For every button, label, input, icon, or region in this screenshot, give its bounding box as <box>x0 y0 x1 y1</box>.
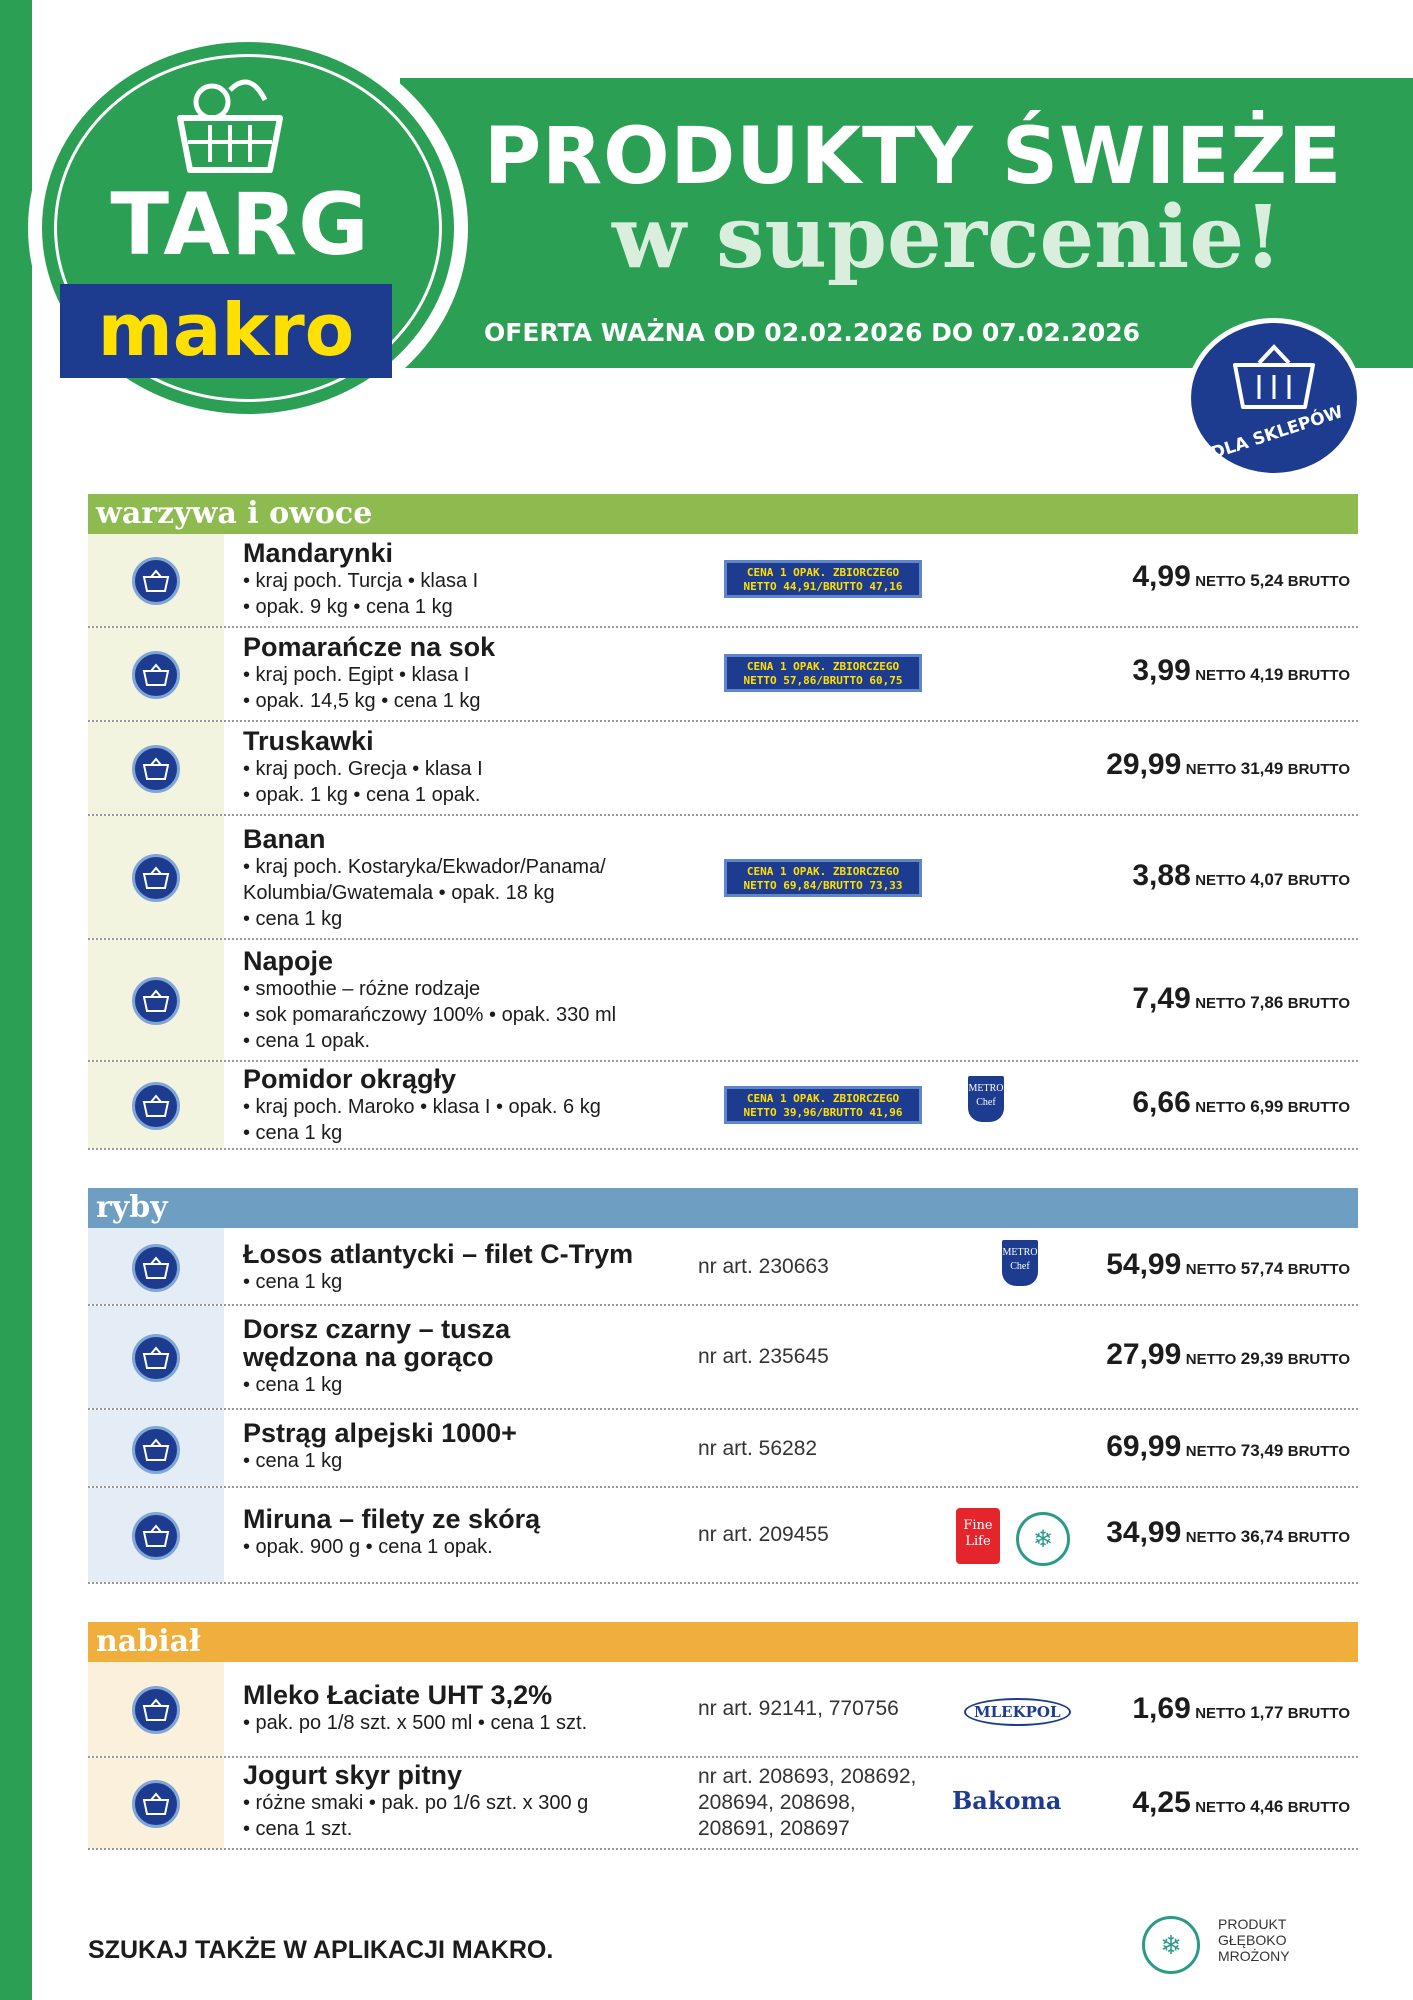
product-row[interactable] <box>88 722 1358 816</box>
price <box>1106 1430 1350 1464</box>
price <box>1106 1338 1350 1372</box>
product-detail: • cena 1 szt. <box>243 1818 353 1840</box>
net-label: NETTO <box>1185 761 1237 778</box>
bulk-price-line: CENA 1 OPAK. ZBIORCZEGO <box>746 660 900 673</box>
product-detail: • cena 1 kg <box>243 1271 343 1293</box>
product-row[interactable] <box>88 628 1358 722</box>
bulk-price-badge <box>724 859 922 897</box>
frozen-label-line: GŁĘBOKO <box>1218 1932 1287 1948</box>
price <box>1132 982 1350 1016</box>
snowflake-icon: ❄ <box>1142 1916 1200 1974</box>
product-row[interactable] <box>88 940 1358 1062</box>
mlekpol-logo: MLEKPOL <box>964 1698 1071 1726</box>
price-gross: 57,74 <box>1240 1259 1284 1278</box>
price <box>1106 748 1350 782</box>
product-name: Pstrąg alpejski 1000+ <box>243 1418 517 1448</box>
product-row[interactable] <box>88 1062 1358 1150</box>
logo-targ-text: TARG <box>110 175 370 275</box>
price <box>1132 1786 1350 1820</box>
app-promo-text: SZUKAJ TAKŻE W APLIKACJI MAKRO. <box>88 1936 554 1964</box>
section-dairy-header <box>88 1622 1358 1662</box>
frozen-label-line: MROŻONY <box>1218 1948 1290 1964</box>
product-detail: • kraj poch. Kostaryka/Ekwador/Panama/ <box>243 856 606 878</box>
product-row[interactable] <box>88 1306 1358 1410</box>
price-net: 54,99 <box>1106 1248 1182 1281</box>
basket-icon <box>132 1426 180 1474</box>
basket-icon <box>132 1512 180 1560</box>
product-detail: • cena 1 kg <box>243 1122 343 1144</box>
product-name: Dorsz czarny – tusza <box>243 1314 511 1344</box>
gross-label: BRUTTO <box>1287 1261 1350 1278</box>
bulk-price-line: NETTO 57,86/BRUTTO 60,75 <box>743 674 903 687</box>
product-detail: • kraj poch. Grecja • klasa I <box>243 758 483 780</box>
shopping-basket-icon <box>1229 343 1319 413</box>
headline-subtitle: w supercenie! <box>612 187 1282 288</box>
offer-validity: OFERTA WAŻNA OD 02.02.2026 DO 07.02.2026 <box>484 318 1141 347</box>
price <box>1106 1248 1350 1282</box>
net-label: NETTO <box>1185 1261 1237 1278</box>
net-label: NETTO <box>1185 1529 1237 1546</box>
price <box>1106 1516 1350 1550</box>
article-number: nr art. 235645 <box>698 1345 829 1368</box>
net-label: NETTO <box>1195 872 1246 889</box>
price <box>1132 654 1350 688</box>
price <box>1132 1692 1350 1726</box>
net-label: NETTO <box>1195 995 1246 1012</box>
net-label: NETTO <box>1185 1351 1237 1368</box>
gross-label: BRUTTO <box>1287 667 1350 684</box>
product-detail: • opak. 900 g • cena 1 opak. <box>243 1536 493 1558</box>
bulk-price-line: NETTO 39,96/BRUTTO 41,96 <box>743 1106 903 1119</box>
left-green-bar <box>0 0 32 2000</box>
product-row[interactable] <box>88 534 1358 628</box>
product-detail: • cena 1 kg <box>243 1374 343 1396</box>
product-row[interactable] <box>88 1488 1358 1584</box>
product-detail: • cena 1 kg <box>243 1450 343 1472</box>
article-number: nr art. 230663 <box>698 1255 829 1278</box>
product-row[interactable] <box>88 1228 1358 1306</box>
gross-label: BRUTTO <box>1287 761 1350 778</box>
price-gross: 4,07 <box>1250 870 1284 889</box>
product-name: Mandarynki <box>243 538 394 568</box>
price-gross: 36,74 <box>1240 1527 1284 1546</box>
gross-label: BRUTTO <box>1287 1705 1350 1722</box>
price <box>1132 859 1350 893</box>
price-gross: 5,24 <box>1250 571 1284 590</box>
gross-label: BRUTTO <box>1287 872 1350 889</box>
fine-life-logo <box>956 1508 1000 1564</box>
section-fish-header <box>88 1188 1358 1228</box>
product-name: Łosos atlantycki – filet C-Trym <box>243 1239 634 1269</box>
frozen-label-line: PRODUKT <box>1218 1916 1287 1932</box>
product-name: Pomidor okrągły <box>243 1064 457 1094</box>
section-dairy-title: nabiał <box>96 1624 201 1659</box>
product-row[interactable] <box>88 1662 1358 1758</box>
bulk-price-line: CENA 1 OPAK. ZBIORCZEGO <box>746 1092 900 1105</box>
net-label: NETTO <box>1195 573 1246 590</box>
article-number: nr art. 209455 <box>698 1523 829 1546</box>
product-name: Napoje <box>243 946 334 976</box>
logo-text: Fine Life <box>963 1518 993 1549</box>
basket-icon <box>132 1334 180 1382</box>
price-net: 1,69 <box>1132 1692 1191 1725</box>
bulk-price-line: CENA 1 OPAK. ZBIORCZEGO <box>746 865 900 878</box>
bulk-price-line: NETTO 44,91/BRUTTO 47,16 <box>743 580 903 593</box>
gross-label: BRUTTO <box>1287 573 1350 590</box>
price-gross: 31,49 <box>1240 759 1284 778</box>
bulk-price-badge <box>724 654 922 692</box>
gross-label: BRUTTO <box>1287 1351 1350 1368</box>
headline-title: PRODUKTY ŚWIEŻE <box>484 112 1343 202</box>
section-fish-title: ryby <box>96 1190 168 1225</box>
price-net: 6,66 <box>1132 1086 1191 1119</box>
product-detail: • sok pomarańczowy 100% • opak. 330 ml <box>243 1004 617 1026</box>
metro-chef-logo <box>968 1076 1004 1122</box>
product-row[interactable] <box>88 1758 1358 1850</box>
price-net: 3,99 <box>1132 654 1191 687</box>
article-number: nr art. 208693, 208692, <box>698 1765 917 1788</box>
net-label: NETTO <box>1185 1443 1237 1460</box>
logo-text: METRO Chef <box>968 1083 1004 1108</box>
logo-makro-text: makro <box>97 288 355 372</box>
gross-label: BRUTTO <box>1287 1529 1350 1546</box>
basket-icon <box>170 70 290 180</box>
basket-icon <box>132 854 180 902</box>
article-number: 208694, 208698, <box>698 1791 856 1814</box>
product-detail: • kraj poch. Turcja • klasa I <box>243 570 479 592</box>
product-detail: • różne smaki • pak. po 1/6 szt. x 300 g <box>243 1792 589 1814</box>
price-gross: 4,19 <box>1250 665 1284 684</box>
shops-badge-label: DLA SKLEPÓW <box>1208 402 1346 464</box>
shops-badge <box>1186 318 1362 478</box>
product-name: Truskawki <box>243 726 374 756</box>
gross-label: BRUTTO <box>1287 995 1350 1012</box>
frozen-product-icon: ❄ <box>1016 1512 1070 1566</box>
price-gross: 29,39 <box>1240 1349 1284 1368</box>
gross-label: BRUTTO <box>1287 1099 1350 1116</box>
price-net: 29,99 <box>1106 748 1182 781</box>
article-number: nr art. 56282 <box>698 1437 818 1460</box>
bulk-price-badge <box>724 1086 922 1124</box>
frozen-label <box>1218 1916 1290 1964</box>
section-veg-title: warzywa i owoce <box>96 496 373 531</box>
price-net: 4,25 <box>1132 1786 1191 1819</box>
basket-icon <box>132 1244 180 1292</box>
basket-icon <box>132 557 180 605</box>
product-name: Jogurt skyr pitny <box>243 1760 463 1790</box>
price-net: 3,88 <box>1132 859 1191 892</box>
net-label: NETTO <box>1195 1799 1246 1816</box>
price-net: 4,99 <box>1132 560 1191 593</box>
net-label: NETTO <box>1195 1099 1246 1116</box>
basket-icon <box>132 1780 180 1828</box>
product-name: Miruna – filety ze skórą <box>243 1504 541 1534</box>
product-detail: • smoothie – różne rodzaje <box>243 978 481 1000</box>
product-detail: • cena 1 kg <box>243 908 343 930</box>
product-name: Banan <box>243 824 326 854</box>
price-gross: 1,77 <box>1250 1703 1284 1722</box>
product-detail: • kraj poch. Maroko • klasa I • opak. 6 kg <box>243 1096 601 1118</box>
logo-text: METRO Chef <box>1002 1247 1038 1272</box>
bulk-price-line: CENA 1 OPAK. ZBIORCZEGO <box>746 566 900 579</box>
price-net: 34,99 <box>1106 1516 1182 1549</box>
basket-icon <box>132 745 180 793</box>
metro-chef-logo <box>1002 1240 1038 1286</box>
product-detail: • opak. 9 kg • cena 1 kg <box>243 596 453 618</box>
product-detail: • opak. 1 kg • cena 1 opak. <box>243 784 481 806</box>
gross-label: BRUTTO <box>1287 1443 1350 1460</box>
product-detail: • kraj poch. Egipt • klasa I <box>243 664 470 686</box>
price-net: 7,49 <box>1132 982 1191 1015</box>
basket-icon <box>132 977 180 1025</box>
price-gross: 4,46 <box>1250 1797 1284 1816</box>
net-label: NETTO <box>1195 667 1246 684</box>
basket-icon <box>132 1082 180 1130</box>
price-gross: 6,99 <box>1250 1097 1284 1116</box>
gross-label: BRUTTO <box>1287 1799 1350 1816</box>
article-number: 208691, 208697 <box>698 1817 850 1840</box>
price-gross: 7,86 <box>1250 993 1284 1012</box>
net-label: NETTO <box>1195 1705 1246 1722</box>
basket-icon <box>132 651 180 699</box>
product-detail: • opak. 14,5 kg • cena 1 kg <box>243 690 481 712</box>
product-detail: Kolumbia/Gwatemala • opak. 18 kg <box>243 882 555 904</box>
product-row[interactable] <box>88 816 1358 940</box>
price-gross: 73,49 <box>1240 1441 1284 1460</box>
price-net: 69,99 <box>1106 1430 1182 1463</box>
product-name: Mleko Łaciate UHT 3,2% <box>243 1680 553 1710</box>
product-name: Pomarańcze na sok <box>243 632 496 662</box>
bulk-price-badge <box>724 560 922 598</box>
product-name-line2: wędzona na gorąco <box>243 1342 494 1372</box>
product-detail: • cena 1 opak. <box>243 1030 371 1052</box>
product-detail: • pak. po 1/8 szt. x 500 ml • cena 1 szt. <box>243 1712 588 1734</box>
article-number: nr art. 92141, 770756 <box>698 1697 899 1720</box>
basket-icon <box>132 1686 180 1734</box>
price <box>1132 560 1350 594</box>
price <box>1132 1086 1350 1120</box>
bakoma-logo: Bakoma <box>952 1786 1062 1815</box>
price-net: 27,99 <box>1106 1338 1182 1371</box>
product-row[interactable] <box>88 1410 1358 1488</box>
section-veg-header <box>88 494 1358 534</box>
bulk-price-line: NETTO 69,84/BRUTTO 73,33 <box>743 879 903 892</box>
